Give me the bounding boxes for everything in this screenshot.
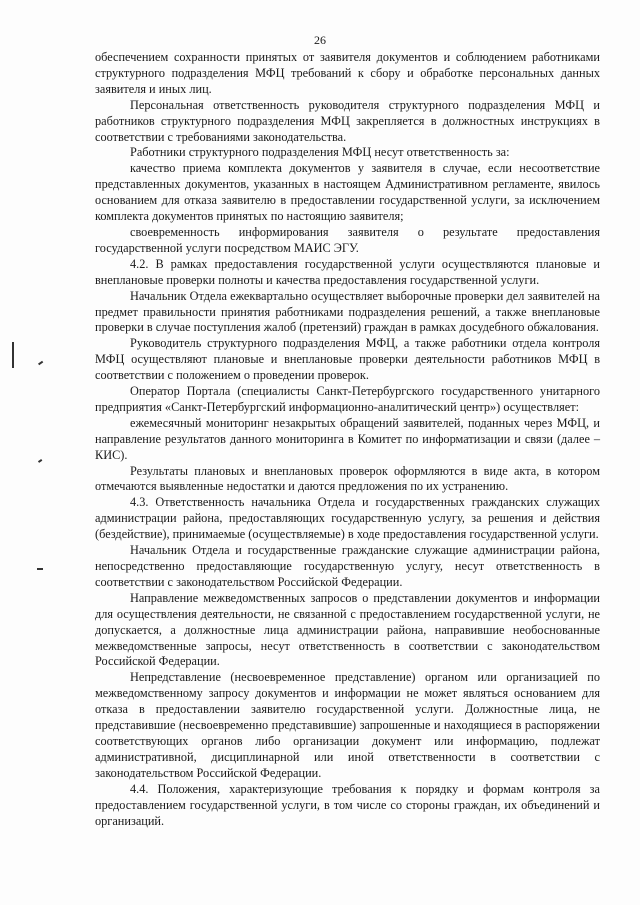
document-body	[95, 50, 600, 829]
paragraph-15: Непредставление (несвоевременное представление) органом или организацией по межведомственному запросу документов и информации не может являться основанием для отказа в предоставлении заявителю государственной услуги. Должностные лица, не представившие (несвоевременно представившие) запрошенные и находящиеся в распоряжении соответствующих органов либо организации документ или информацию, подлежат административной, дисциплинарной или иной ответственности в соответствии с законодательством Российской Федерации.	[95, 670, 600, 780]
paragraph-11: Результаты плановых и внеплановых проверок оформляются в виде акта, в котором отмечаются выявленные недостатки и даются предложения по их устранению.	[95, 463, 600, 494]
margin-tick-mark	[38, 361, 43, 365]
paragraph-2: Персональная ответственность руководителя структурного подразделения МФЦ и работников структурного подразделения МФЦ закрепляется в должностных инструкциях в соответствии с требованиями законодательства.	[95, 97, 600, 144]
paragraph-3: Работники структурного подразделения МФЦ несут ответственность за:	[130, 145, 510, 160]
margin-tick-mark	[38, 459, 42, 463]
paragraph-1: обеспечением сохранности принятых от заявителя документов и соблюдением работниками структурного подразделения МФЦ требований к сбору и обработке персональных данных заявителя и иных лиц.	[95, 50, 600, 96]
paragraph-7: Начальник Отдела ежеквартально осуществляет выборочные проверки дел заявителей на предмет правильности принятия работниками подразделения решений, а также внеплановые проверки в случае поступления жалоб (претензий) граждан в рамках досудебного обжалования.	[95, 288, 600, 335]
paragraph-8: Руководитель структурного подразделения МФЦ, а также работники отдела контроля МФЦ осуществляют плановые и внеплановые проверки деятельности работников МФЦ в соответствии с положением о проведении проверок.	[95, 336, 600, 383]
paragraph-9: Оператор Портала (специалисты Санкт-Петербургского государственного унитарного предприятия «Санкт-Петербургский информационно-аналитический центр») осуществляет:	[95, 384, 600, 414]
paragraph-4: качество приема комплекта документов у заявителя в случае, если несоответствие представленных документов, указанных в настоящем Административном регламенте, явилось основанием для отказа заявителю в предоставлении государственной услуги, за исключением комплекта документов принятых по настоящию заявителя;	[95, 161, 600, 224]
margin-bar-mark	[12, 342, 14, 368]
paragraph-6: 4.2. В рамках предоставления государственной услуги осуществляются плановые и внеплановые проверки полноты и качества предоставления государственной услуги.	[95, 256, 600, 287]
paragraph-10: ежемесячный мониторинг незакрытых обращений заявителей, поданных через МФЦ, и направление результатов данного мониторинга в Комитет по информатизации и связи (далее – КИС).	[95, 415, 600, 462]
paragraph-5: своевременность информирования заявителя о результате предоставления государственной услуги посредством МАИС ЭГУ.	[95, 224, 600, 255]
paragraph-13: Начальник Отдела и государственные гражданские служащие администрации района, непосредственно предоставляющие государственную услугу, несут ответственность в соответствии с законодательством Российской Федерации.	[95, 543, 600, 589]
page-number: 26	[314, 33, 326, 47]
paragraph-16: 4.4. Положения, характеризующие требования к порядку и формам контроля за предоставлением государственной услуги, в том числе со стороны граждан, их объединений и организаций.	[95, 781, 600, 828]
paragraph-12: 4.3. Ответственность начальника Отдела и государственных гражданских служащих администрации района, предоставляющих государственную услугу, за решения и действия (бездействие), принимаемые (осуществляемые) в ходе предоставления государственной услуги.	[95, 495, 600, 542]
paragraph-14: Направление межведомственных запросов о представлении документов и информации для осуществления деятельности, не связанной с предоставлением государственной услуги, не допускается, а должностные лица администрации района, направившие необоснованные межведомственные запросы, несут ответственность в соответствии с законодательством Российской Федерации.	[95, 590, 600, 669]
margin-tick-mark	[37, 568, 43, 570]
